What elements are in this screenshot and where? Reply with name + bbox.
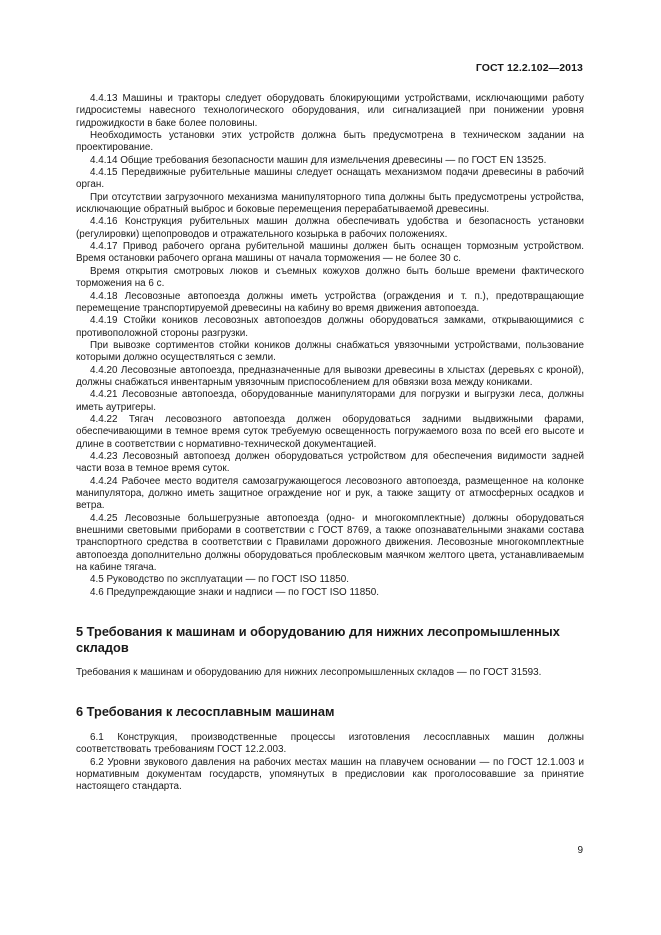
paragraph-4-4-13: 4.4.13 Машины и тракторы следует оборудовать блокирующими устройствами, исключающими работу гидросистемы навесного технологического оборудования, или сигнализацией при понижении уровня гидрожидкости в баке более половины. bbox=[76, 93, 584, 129]
spacer bbox=[76, 679, 584, 704]
paragraph-4-4-25: 4.4.25 Лесовозные большегрузные автопоезда (одно- и многокомплектные) должны оборудоваться внешними световыми приборами в соответствии с ГОСТ 8769, а также опознавательными знаками состава транспортного средства в соответствии с Правилами дорожного движения. Лесовозные многокомплектные автопоезда дополнительно должны оборудоваться проблесковым маячком желтого цвета, устанавливаемым на кабине тягача. bbox=[76, 512, 584, 574]
section-5-paragraph: Требования к машинам и оборудованию для нижних лесопромышленных складов — по ГОСТ 31593. bbox=[76, 667, 542, 679]
document-header: ГОСТ 12.2.102—2013 bbox=[475, 62, 583, 74]
section-6-heading: 6 Требования к лесосплавным машинам bbox=[76, 704, 335, 720]
paragraph-4-4-24: 4.4.24 Рабочее место водителя самозагружающегося лесовозного автопоезда, размещенное на колонке манипулятора, должно иметь защитное ограждение ног и рук, а также защиту от атмосферных осадков и ветра. bbox=[76, 475, 584, 512]
paragraph-6-1: 6.1 Конструкция, производственные процессы изготовления лесосплавных машин должны соответствовать требованиям ГОСТ 12.2.003. bbox=[76, 731, 584, 756]
paragraph-4-4-23: 4.4.23 Лесовозный автопоезд должен оборудоваться устройством для обеспечения видимости задней части воза в темное время суток. bbox=[76, 450, 584, 475]
paragraph-4-5: 4.5 Руководство по эксплуатации — по ГОСТ ISO 11850. bbox=[90, 574, 349, 586]
section-5-heading: 5 Требования к машинам и оборудованию для нижних лесопромышленных складов bbox=[76, 624, 560, 655]
spacer bbox=[76, 599, 584, 624]
paragraph-4-4-17: 4.4.17 Привод рабочего органа рубительной машины должен быть оснащен тормозным устройством. Время остановки рабочего органа машины от начала торможения — не более 30 с. bbox=[76, 241, 584, 265]
paragraph-4-4-19: 4.4.19 Стойки коников лесовозных автопоездов должны оборудоваться замками, открывающимися с противоположной стороны разгрузки. bbox=[76, 315, 584, 339]
spacer bbox=[76, 655, 584, 667]
spacer bbox=[76, 720, 584, 732]
paragraph-4-4-21: 4.4.21 Лесовозные автопоезда, оборудованные манипуляторами для погрузки и выгрузки леса, должны иметь аутригеры. bbox=[76, 389, 584, 413]
paragraph-4-4-16: 4.4.16 Конструкция рубительных машин должна обеспечивать удобства и безопасность установки (регулировки) щепопроводов и отражательного козырька в рабочих положениях. bbox=[76, 216, 584, 240]
paragraph-4-4-15: 4.4.15 Передвижные рубительные машины следует оснащать механизмом подачи древесины в рабочий орган. bbox=[76, 167, 584, 191]
paragraph: При отсутствии загрузочного механизма манипуляторного типа должны быть предусмотрены устройства, исключающие обратный выброс и боковые перемещения перерабатываемой древесины. bbox=[76, 191, 584, 216]
paragraph: При вывозке сортиментов стойки коников должны снабжаться увязочными устройствами, пользование которыми должно осуществляться с земли. bbox=[76, 339, 584, 364]
paragraph: Необходимость установки этих устройств должна быть предусмотрена в техническом задании на проектирование. bbox=[76, 130, 584, 154]
paragraph-4-4-14: 4.4.14 Общие требования безопасности машин для измельчения древесины — по ГОСТ EN 13525. bbox=[90, 154, 547, 166]
paragraph-4-6: 4.6 Предупреждающие знаки и надписи — по ГОСТ ISO 11850. bbox=[90, 586, 379, 598]
page-number: 9 bbox=[577, 845, 583, 856]
paragraph-6-2: 6.2 Уровни звукового давления на рабочих местах машин на плавучем основании — по ГОСТ 12.1.003 и нормативным документам государств, упомянутых в предисловии как проголосовавшие за принятие настоящего стандарта. bbox=[76, 756, 584, 793]
paragraph: Время открытия смотровых люков и съемных кожухов должно быть больше времени фактического торможения на 6 с. bbox=[76, 265, 584, 290]
paragraph-4-4-18: 4.4.18 Лесовозные автопоезда должны иметь устройства (ограждения и т. п.), предотвращающие перемещение транспортируемой древесины на кабину во время движения автопоезда. bbox=[76, 290, 584, 314]
document-body bbox=[76, 93, 584, 794]
paragraph-4-4-22: 4.4.22 Тягач лесовозного автопоезда должен оборудоваться задними выдвижными фарами, обеспечивающими в темное время суток требуемую освещенность погружаемого воза по всей его высоте и длине в соответствии с нормативно-технической документацией. bbox=[76, 413, 584, 450]
paragraph-4-4-20: 4.4.20 Лесовозные автопоезда, предназначенные для вывозки древесины в хлыстах (деревьях с кроной), должны снабжаться инвентарным увязочным приспособлением для обвязки воза между кониками. bbox=[76, 364, 584, 388]
